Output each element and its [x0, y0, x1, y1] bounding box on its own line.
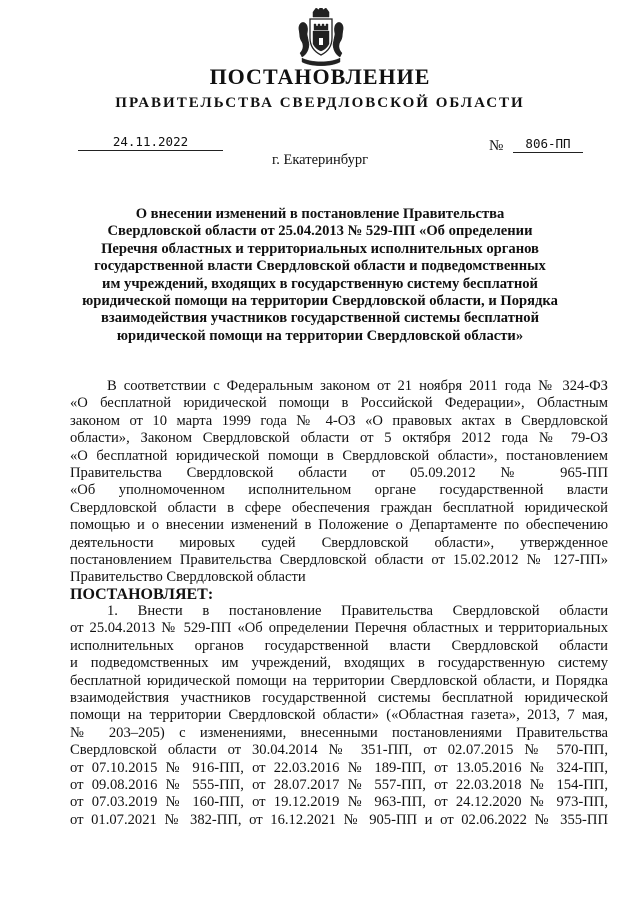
- text-line: деятельности мировых судей Свердловской области», утвержденное: [70, 534, 608, 551]
- text-line: исполнительных органов государственной власти Свердловской области: [70, 637, 608, 654]
- document-date: 24.11.2022: [78, 134, 223, 151]
- city: г. Екатеринбург: [271, 152, 369, 168]
- issuing-authority: ПРАВИТЕЛЬСТВА СВЕРДЛОВСКОЙ ОБЛАСТИ: [115, 95, 525, 111]
- text-line: законом от 10 марта 1999 года № 4-ОЗ «О правовых актах в Свердловской: [70, 412, 608, 429]
- document-title: ПОСТАНОВЛЕНИЕ: [209, 64, 431, 89]
- heading-line: юридической помощи на территории Свердловской области, и Порядка: [82, 293, 558, 310]
- text-line: Свердловской области в сфере обеспечения граждан бесплатной юридической: [70, 499, 608, 516]
- text-line: «Об уполномоченном исполнительном органе государственной власти: [70, 482, 608, 499]
- document-number: 806-ПП: [513, 136, 583, 153]
- heading-line: им учреждений, входящих в государственную систему бесплатной: [102, 275, 538, 292]
- text-line: и подведомственных им учреждений, входящих в государственную систему: [70, 655, 608, 672]
- text-line: помощью и о внесении изменений в Положение о Департаменте по обеспечению: [70, 517, 608, 534]
- heading-line: Перечня областных и территориальных исполнительных органов: [101, 240, 539, 257]
- item-1-paragraph: [70, 603, 608, 829]
- resolve-label: ПОСТАНОВЛЯЕТ:: [70, 586, 214, 603]
- text-line: от 25.04.2013 № 529-ПП «Об определении Перечня областных и территориальных: [70, 620, 608, 637]
- text-line: «О бесплатной юридической помощи в Свердловской области», постановлением: [70, 447, 608, 464]
- text-line: взаимодействия участников государственной системы бесплатной юридической: [70, 690, 608, 707]
- heading-line: юридической помощи на территории Свердловской области»: [116, 327, 524, 344]
- preamble-paragraph: [70, 378, 608, 587]
- text-line: от 01.07.2021 № 382-ПП, от 16.12.2021 № 905-ПП и от 02.06.2022 № 355-ПП: [70, 811, 608, 828]
- text-line: Свердловской области от 30.04.2014 № 351-ПП, от 02.07.2015 № 570-ПП,: [70, 742, 608, 759]
- text-line: от 07.03.2019 № 160-ПП, от 19.12.2019 № 963-ПП, от 24.12.2020 № 973-ПП,: [70, 794, 608, 811]
- text-line: постановлением Правительства Свердловской области от 15.02.2012 № 127-ПП»: [70, 552, 608, 569]
- heading-line: государственной власти Свердловской области и подведомственных: [94, 258, 546, 275]
- text-line: № 203–205) с изменениями, внесенными постановлениями Правительства: [70, 724, 608, 741]
- text-line: 1. Внести в постановление Правительства Свердловской области: [107, 603, 608, 619]
- text-line: Правительства Свердловской области от 05.09.2012 № 965-ПП: [70, 465, 608, 482]
- text-line: от 09.08.2016 № 555-ПП, от 28.07.2017 № 557-ПП, от 22.03.2018 № 154-ПП,: [70, 777, 608, 794]
- text-line: области», Законом Свердловской области от 5 октября 2012 года № 79-ОЗ: [70, 430, 608, 447]
- heading-line: О внесении изменений в постановление Правительства: [135, 206, 505, 222]
- text-line: от 07.10.2015 № 916-ПП, от 22.03.2016 № 189-ПП, от 13.05.2016 № 324-ПП,: [70, 759, 608, 776]
- text-line: Правительство Свердловской области: [70, 569, 306, 586]
- coat-of-arms-icon: [296, 8, 346, 68]
- text-line: В соответствии с Федеральным законом от 21 ноября 2011 года № 324-ФЗ: [107, 378, 608, 394]
- text-line: помощи на территории Свердловской области» («Областная газета», 2013, 7 мая,: [70, 707, 608, 724]
- text-line: «О бесплатной юридической помощи в Российской Федерации», Областным: [70, 395, 608, 412]
- text-line: бесплатной юридической помощи на территории Свердловской области, и Порядка: [70, 672, 608, 689]
- heading-line: Свердловской области от 25.04.2013 № 529-ПП «Об определении: [107, 223, 533, 240]
- number-label: №: [489, 138, 504, 154]
- resolution-heading: [70, 206, 570, 345]
- heading-line: взаимодействия участников государственной системы бесплатной: [100, 310, 539, 327]
